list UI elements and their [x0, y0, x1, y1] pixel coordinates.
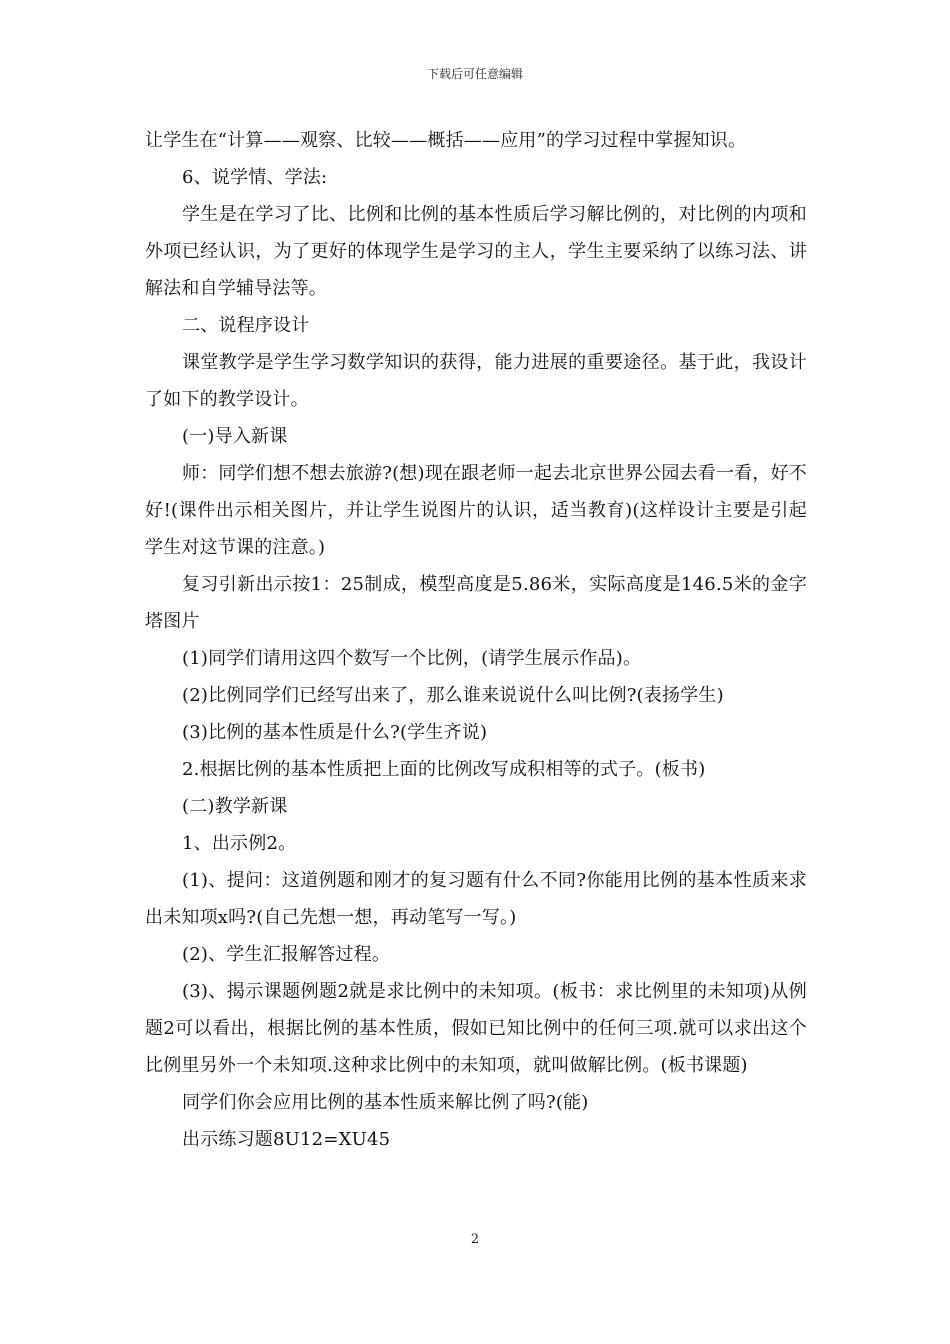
paragraph: 2.根据比例的基本性质把上面的比例改写成积相等的式子。(板书) [182, 759, 706, 780]
paragraph: 6、说学情、学法: [182, 167, 328, 188]
paragraph: 1、出示例2。 [182, 833, 297, 854]
paragraph: 二、说程序设计 [182, 315, 310, 336]
paragraph: (1)、提问：这道例题和刚才的复习题有什么不同?你能用比例的基本性质来求出未知项x吗?(自己先想一想，再动笔写一写。) [145, 870, 807, 928]
paragraph: (3)、揭示课题例题2就是求比例中的未知项。(板书：求比例里的未知项)从例题2可以看出，根据比例的基本性质，假如已知比例中的任何三项.就可以求出这个比例里另外一个未知项.这种求比例中的未知项，就叫做解比例。(板书课题) [145, 981, 807, 1076]
paragraph: (一)导入新课 [182, 426, 288, 447]
paragraph: (1)同学们请用这四个数写一个比例，(请学生展示作品)。 [182, 648, 642, 669]
paragraph: 师：同学们想不想去旅游?(想)现在跟老师一起去北京世界公园去看一看，好不好!(课件出示相关图片，并让学生说图片的认识，适当教育)(这样设计主要是引起学生对这节课的注意。) [145, 463, 807, 558]
document-body [145, 122, 807, 1158]
paragraph: (2)、学生汇报解答过程。 [182, 944, 391, 965]
page-number: 2 [470, 1232, 480, 1247]
paragraph: 让学生在“计算——观察、比较——概括——应用”的学习过程中掌握知识。 [145, 130, 747, 151]
paragraph: 课堂教学是学生学习数学知识的获得，能力进展的重要途径。基于此，我设计了如下的教学设计。 [145, 352, 807, 410]
paragraph: 出示练习题8U12=XU45 [182, 1129, 391, 1150]
paragraph: (3)比例的基本性质是什么?(学生齐说) [182, 722, 488, 743]
paragraph: 复习引新出示按1：25制成，模型高度是5.86米，实际高度是146.5米的金字塔图片 [145, 574, 807, 632]
paragraph: (2)比例同学们已经写出来了，那么谁来说说什么叫比例?(表扬学生) [182, 685, 724, 706]
paragraph: (二)教学新课 [182, 796, 288, 817]
paragraph: 学生是在学习了比、比例和比例的基本性质后学习解比例的，对比例的内项和外项已经认识，为了更好的体现学生是学习的主人，学生主要采纳了以练习法、讲解法和自学辅导法等。 [145, 204, 807, 299]
page-header: 下载后可任意编辑 [426, 67, 523, 81]
paragraph: 同学们你会应用比例的基本性质来解比例了吗?(能) [182, 1092, 589, 1113]
